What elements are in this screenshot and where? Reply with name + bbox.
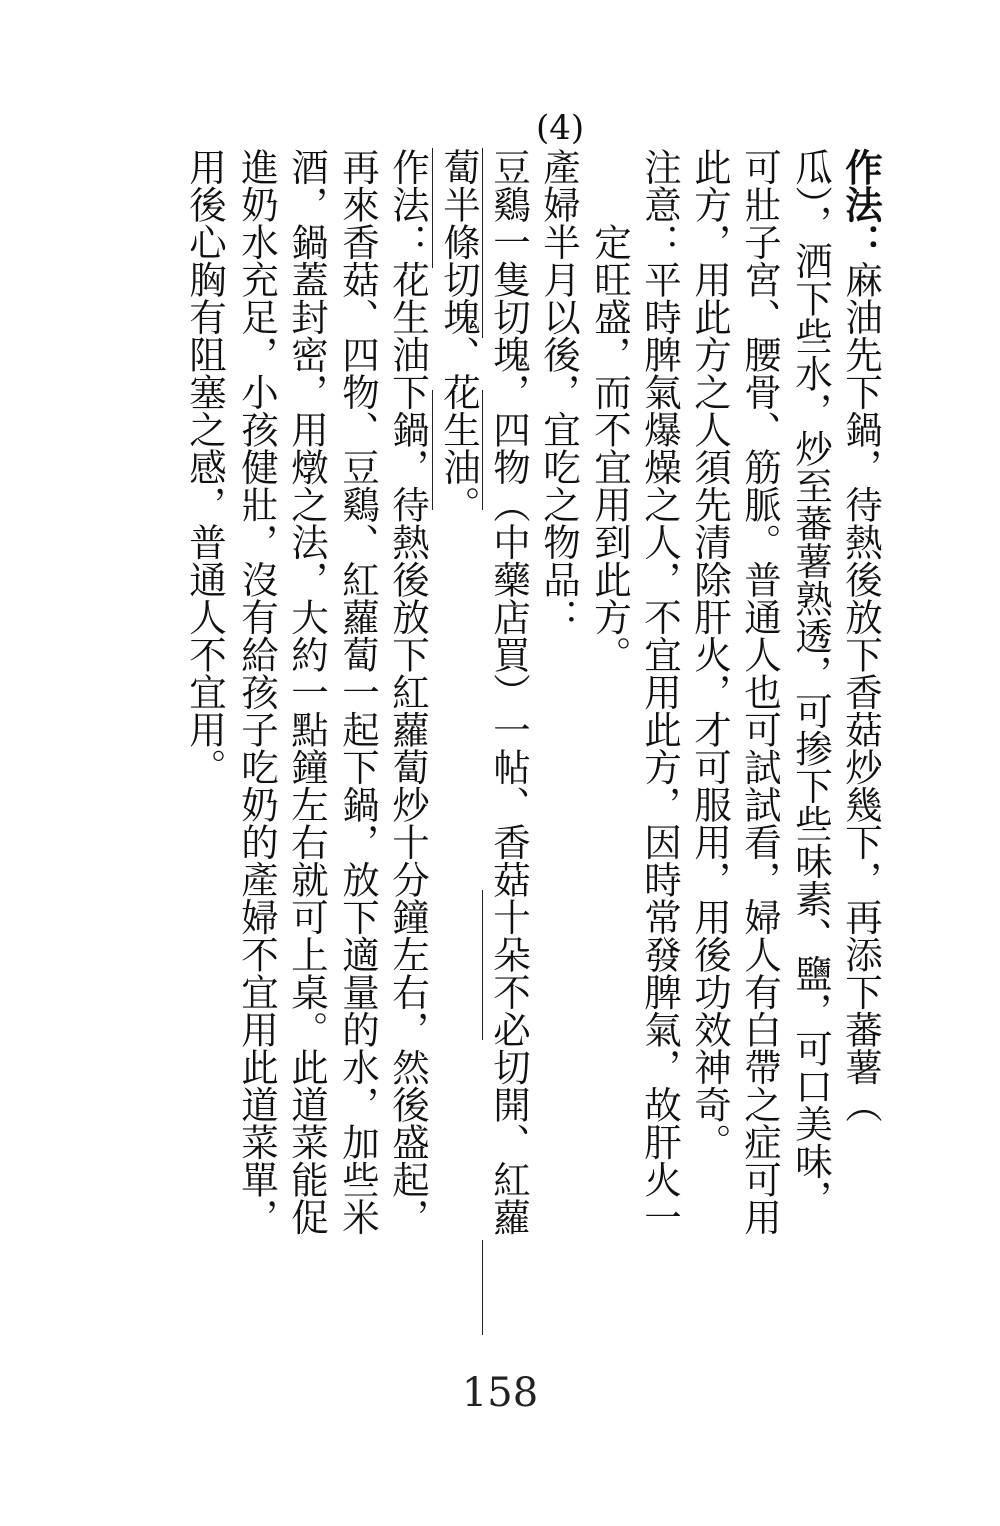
column-text: 作法：花生油下鍋，待熱後放下紅蘿蔔炒十分鐘左右，然後盛起， — [386, 148, 430, 1236]
text-column-14 — [180, 148, 230, 786]
text-column-7 — [534, 148, 584, 636]
ingredients-text: 豆鷄一隻切塊，四物（中藥店買）一帖、香菇十朵不必切開、紅蘿 — [487, 148, 531, 1236]
text-column-2 — [786, 148, 836, 1217]
method-heading: 作法： — [839, 148, 883, 261]
ingredients-text: 蔔半條切塊、花生油。 — [437, 148, 481, 523]
text-column-6 — [585, 148, 635, 673]
column-text: 麻油先下鍋，待熱後放下香菇炒幾下，再添下蕃薯（ — [839, 260, 883, 1123]
recipe-number: (4) — [536, 108, 585, 148]
ingredient-rule — [432, 148, 433, 268]
ingredient-rule — [482, 890, 483, 1040]
text-column-13 — [232, 148, 282, 1236]
text-column-12 — [282, 148, 332, 1236]
text-column-11 — [333, 148, 383, 1236]
text-column-1 — [836, 148, 886, 1123]
ingredient-rule — [432, 390, 433, 510]
text-column-5 — [635, 148, 685, 1236]
text-column-8 — [484, 148, 534, 1236]
column-text: 定旺盛，而不宜用到此方。 — [588, 148, 632, 673]
ingredient-rule — [482, 390, 483, 510]
column-text: 再來香菇、四物、豆鷄、紅蘿蔔一起下鍋，放下適量的水，加些米 — [336, 148, 380, 1236]
column-text: 瓜），洒下些水，炒至蕃薯熟透，可掺下些味素、鹽，可口美味， — [789, 148, 833, 1217]
column-text: 用後心胸有阻塞之感，普通人不宜用。 — [183, 148, 227, 786]
text-column-9 — [434, 148, 484, 523]
recipe-title: 產婦半月以後，宜吃之物品： — [537, 148, 581, 636]
text-column-4 — [685, 148, 735, 1161]
page-number: 158 — [461, 1370, 539, 1416]
column-text: 可壯子宮、腰骨、筋脈。普通人也可試試看，婦人有白帶之症可用 — [738, 148, 782, 1236]
column-text: 此方，用此方之人須先清除肝火，才可服用，用後功效神奇。 — [688, 148, 732, 1161]
column-text: 酒，鍋蓋封密，用燉之法，大約一點鐘左右就可上桌。此道菜能促 — [285, 148, 329, 1236]
ingredient-rule — [482, 1240, 483, 1335]
column-text: 注意：平時脾氣爆燥之人，不宜用此方，因時常發脾氣，故肝火一 — [638, 148, 682, 1236]
text-column-10 — [383, 148, 433, 1236]
ingredient-rule — [482, 148, 483, 338]
column-text: 進奶水充足，小孩健壯，沒有給孩子吃奶的產婦不宜用此道菜單， — [235, 148, 279, 1236]
text-column-3 — [735, 148, 785, 1236]
